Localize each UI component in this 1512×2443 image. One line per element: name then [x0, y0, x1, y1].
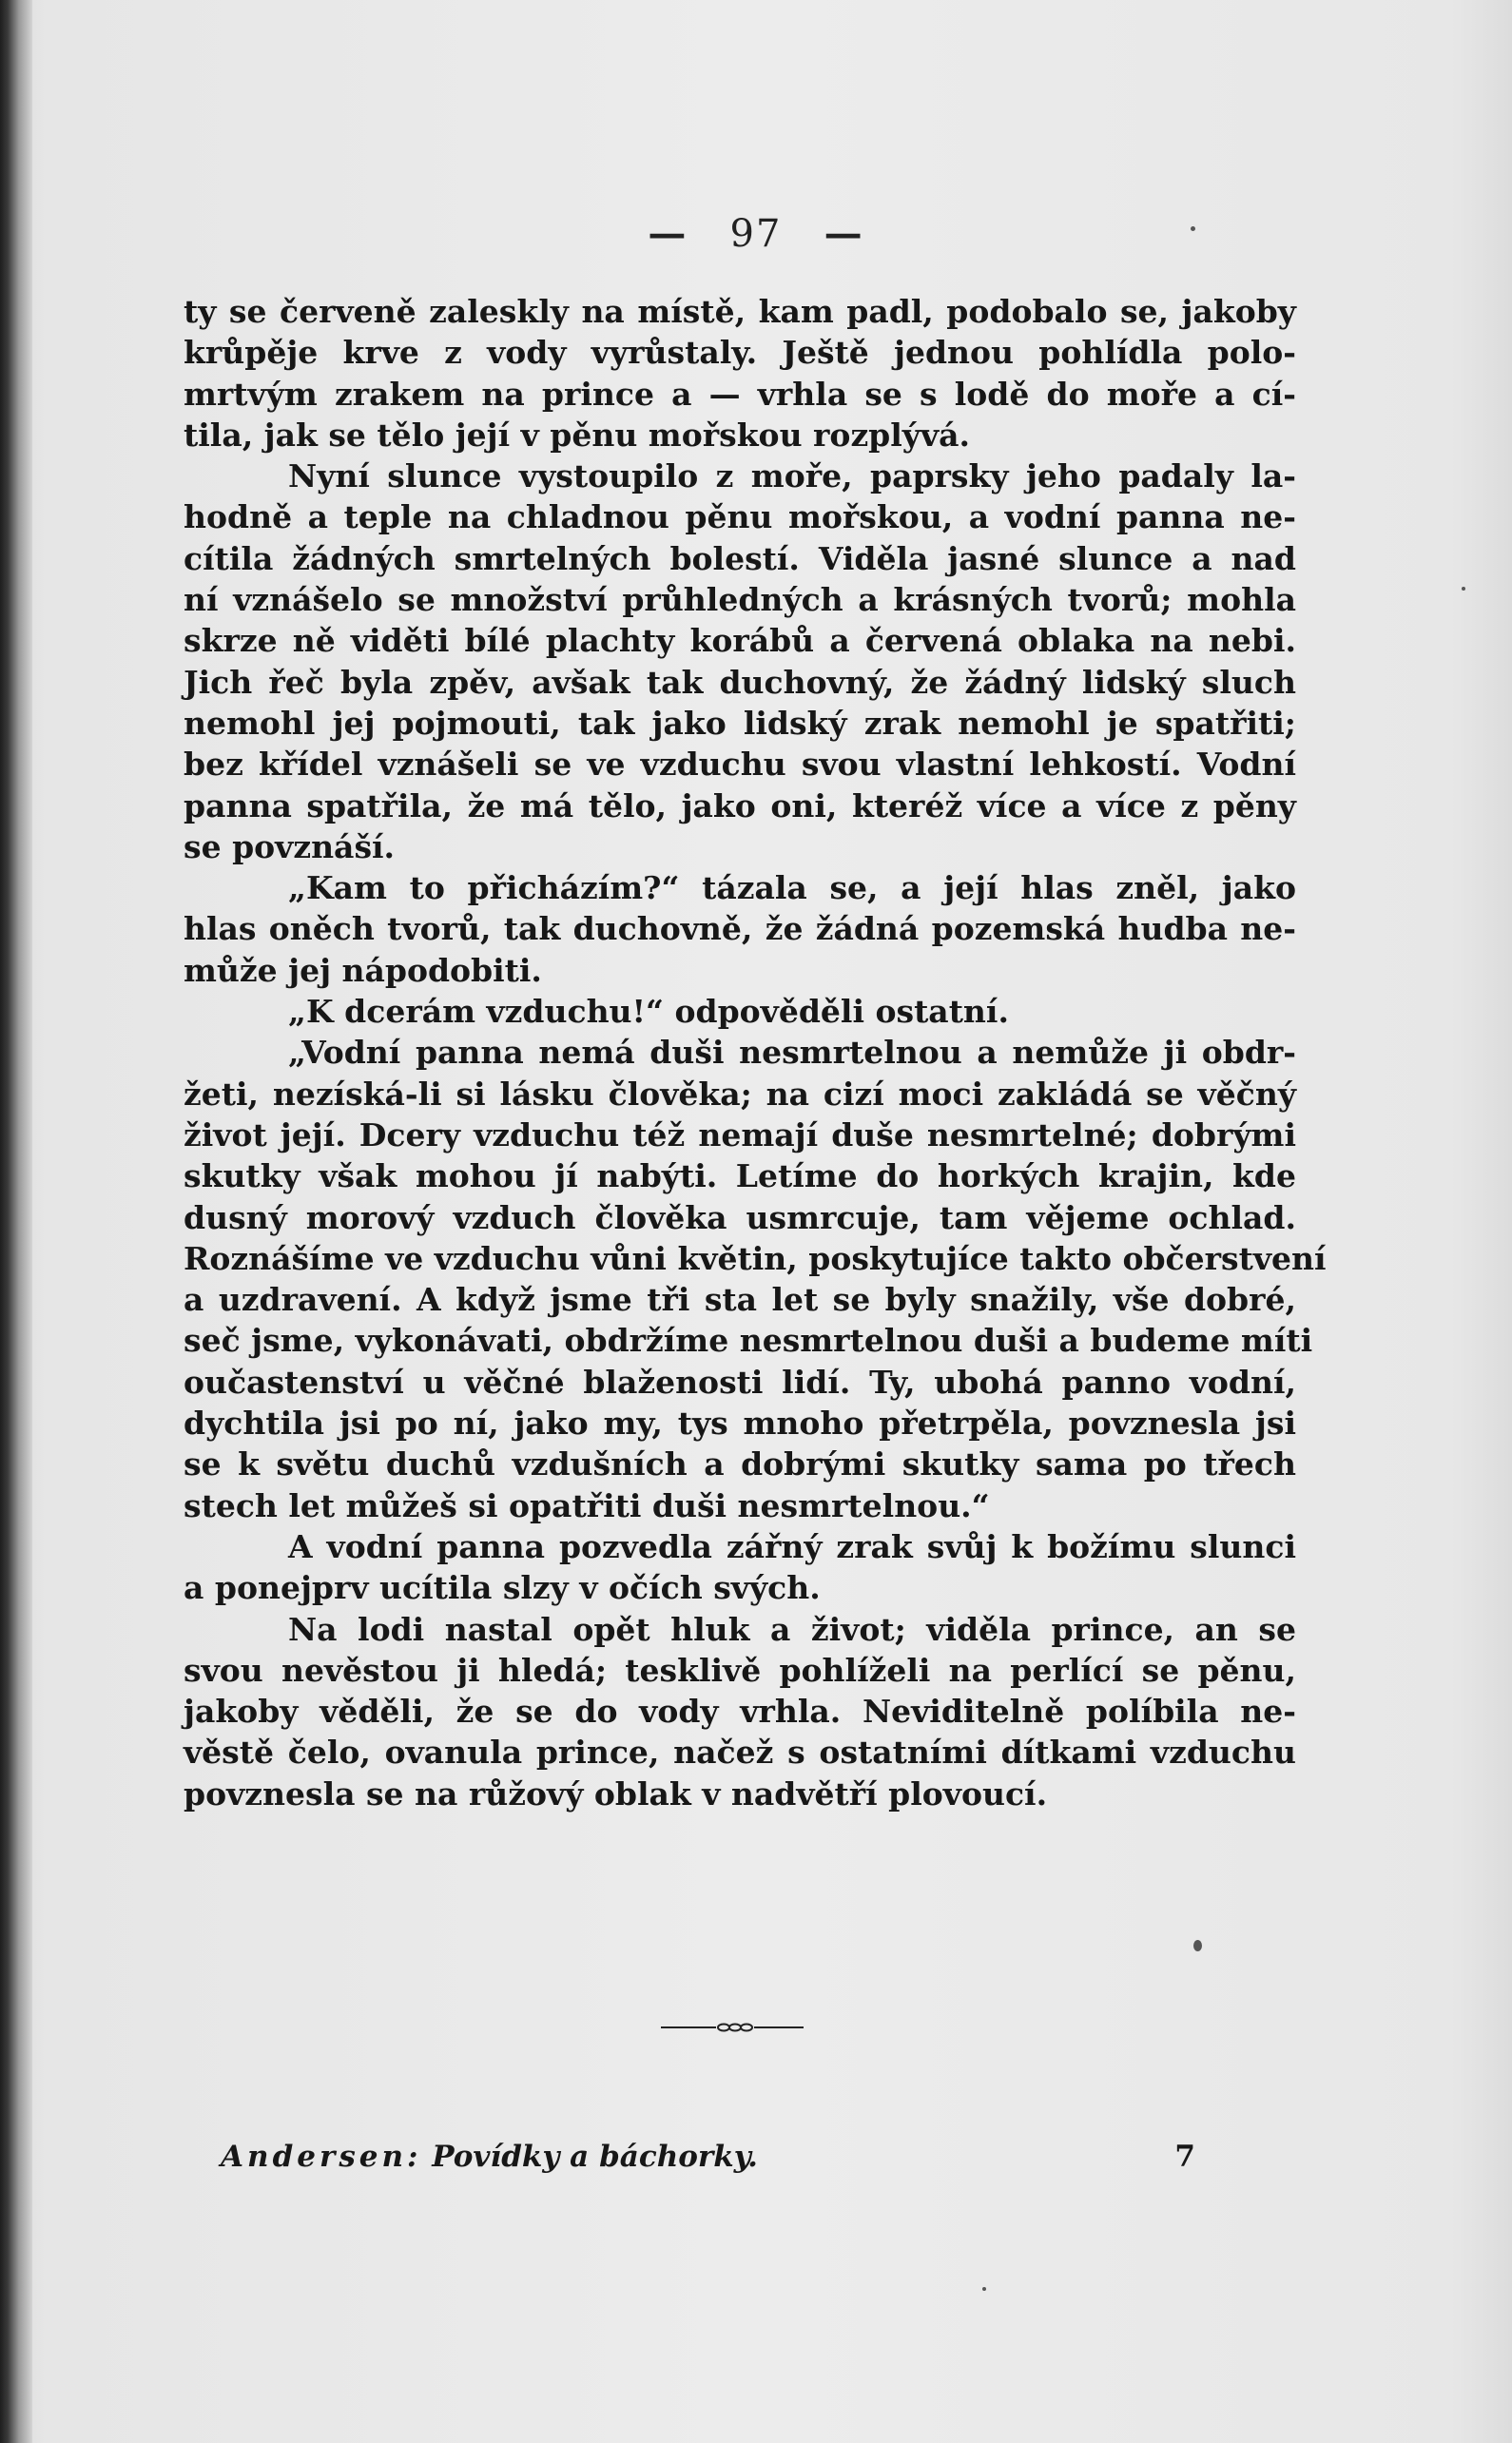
print-speck: [1191, 226, 1195, 231]
text-line: a uzdravení. A když jsme tři sta let se byly snažily, vše dobré,: [184, 1281, 1296, 1319]
text-line: A vodní panna pozvedla zářný zrak svůj k božímu slunci: [288, 1527, 1296, 1565]
text-line: žeti, nezíská-li si lásku člověka; na cizí moci zakládá se věčný: [184, 1075, 1296, 1113]
text-line: se k světu duchů vzdušních a dobrými skutky sama po třech: [184, 1445, 1296, 1483]
footer-author: Andersen:: [221, 2140, 422, 2174]
text-line: mrtvým zrakem na prince a — vrhla se s lodě do moře a cí-: [184, 375, 1296, 413]
header-dash-right: —: [824, 211, 864, 256]
text-line: skrze ně viděti bílé plachty korábů a červená oblaka na nebi.: [184, 622, 1296, 660]
print-speck: [1462, 587, 1465, 591]
text-line: stech let můžeš si opatřiti duši nesmrtelnou.“: [184, 1486, 990, 1524]
footer-signature: 7: [1174, 2140, 1195, 2174]
text-line: Jich řeč byla zpěv, avšak tak duchovný, že žádný lidský sluch: [184, 663, 1296, 701]
text-line: „K dcerám vzduchu!“ odpověděli ostatní.: [288, 993, 1009, 1031]
print-speck: [1193, 1940, 1202, 1951]
text-line: tila, jak se tělo její v pěnu mořskou rozplývá.: [184, 416, 971, 454]
text-line: dusný morový vzduch člověka usmrcuje, tam vějeme ochlad.: [184, 1198, 1296, 1236]
page-header: [0, 211, 1512, 256]
print-speck: [982, 2287, 986, 2291]
body-text: [184, 291, 1327, 1814]
text-line: oučastenství u věčné blaženosti lidí. Ty, ubohá panno vodní,: [184, 1363, 1296, 1401]
text-line: věstě čelo, ovanula prince, načež s ostatními dítkami vzduchu: [184, 1734, 1296, 1772]
text-line: krůpěje krve z vody vyrůstaly. Ještě jednou pohlídla polo-: [184, 334, 1296, 372]
page-number: 97: [729, 212, 783, 256]
text-line: hodně a teple na chladnou pěnu mořskou, a vodní panna ne-: [184, 498, 1296, 536]
text-line: může jej nápodobiti.: [184, 951, 542, 989]
book-spine-gradient: [19, 0, 32, 2443]
text-line: Roznášíme ve vzduchu vůni květin, poskytujíce takto občerstvení: [184, 1239, 1327, 1277]
text-line: dychtila jsi po ní, jako my, tys mnoho přetrpěla, povznesla jsi: [184, 1405, 1296, 1443]
text-line: „Kam to přicházím?“ tázala se, a její hlas zněl, jako: [288, 869, 1296, 907]
text-line: ty se červeně zaleskly na místě, kam padl, podobalo se, jakoby: [184, 293, 1296, 330]
text-line: život její. Dcery vzduchu též nemají duše nesmrtelné; dobrými: [184, 1115, 1296, 1154]
book-spine-shadow: [0, 0, 19, 2443]
text-line: ní vznášelo se množství průhledných a krásných tvorů; mohla: [184, 581, 1296, 619]
text-line: seč jsme, vykonávati, obdržíme nesmrtelnou duši a budeme míti: [184, 1322, 1313, 1360]
text-line: Nyní slunce vystoupilo z moře, paprsky jeho padaly la-: [288, 457, 1296, 495]
text-line: Na lodi nastal opět hluk a život; viděla prince, an se: [288, 1610, 1296, 1648]
text-line: svou nevěstou ji hledá; tesklivě pohlíželi na perlící se pěnu,: [184, 1651, 1296, 1689]
text-line: cítila žádných smrtelných bolestí. Viděla jasné slunce a nad: [184, 539, 1296, 577]
text-line: skutky však mohou jí nabýti. Letíme do horkých krajin, kde: [184, 1157, 1296, 1195]
text-line: a ponejprv ucítila slzy v očích svých.: [184, 1569, 821, 1607]
text-line: jakoby věděli, že se do vody vrhla. Neviditelně políbila ne-: [184, 1693, 1296, 1731]
header-dash-left: —: [648, 211, 688, 256]
text-line: povznesla se na růžový oblak v nadvětří plovoucí.: [184, 1774, 1048, 1813]
text-line: bez křídel vznášeli se ve vzduchu svou vlastní lehkostí. Vodní: [184, 746, 1296, 784]
text-line: panna spatřila, že má tělo, jako oni, kteréž více a více z pěny: [184, 786, 1296, 824]
page-footer: [221, 2140, 1195, 2174]
footer-title: Povídky a báchorky.: [432, 2140, 758, 2174]
text-line: se povznáší.: [184, 827, 396, 865]
text-line: „Vodní panna nemá duši nesmrtelnou a nemůže ji obdr-: [288, 1034, 1296, 1072]
end-ornament: [661, 2023, 804, 2032]
text-line: hlas oněch tvorů, tak duchovně, že žádná pozemská hudba ne-: [184, 910, 1296, 948]
text-line: nemohl jej pojmouti, tak jako lidský zrak nemohl je spatřiti;: [184, 704, 1296, 742]
